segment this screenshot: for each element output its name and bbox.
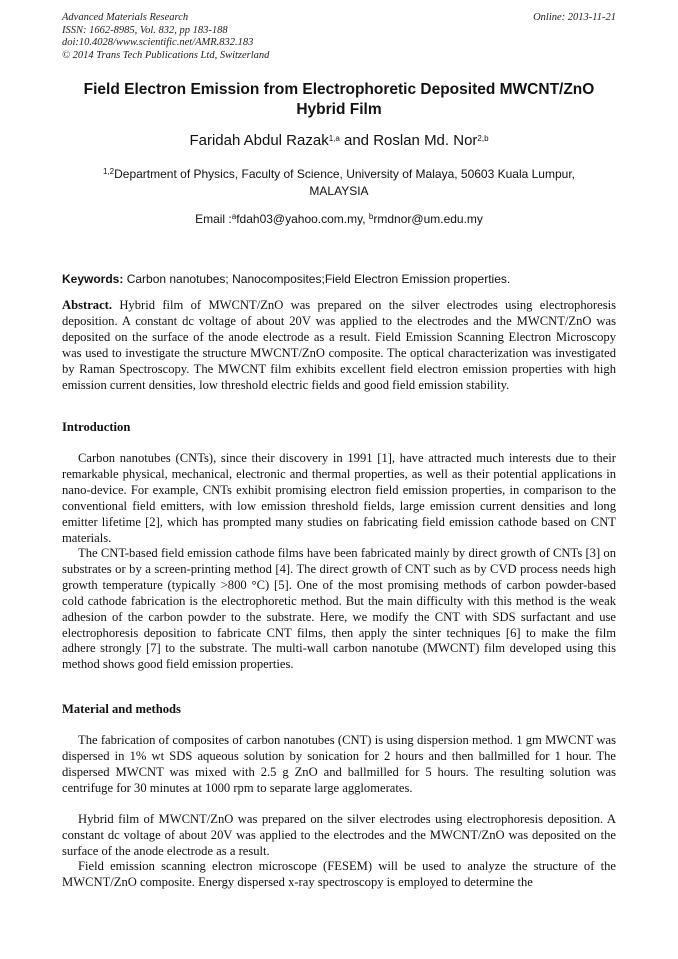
copyright-line: © 2014 Trans Tech Publications Ltd, Switzerland <box>62 49 270 61</box>
abstract <box>62 298 616 393</box>
email-b[interactable]: rmdnor@um.edu.my <box>373 212 483 226</box>
issn-line: ISSN: 1662-8985, Vol. 832, pp 183-188 <box>62 24 228 36</box>
methods-heading: Material and methods <box>62 702 181 716</box>
introduction-heading: Introduction <box>62 420 131 434</box>
author-conjunction: and <box>339 132 374 149</box>
email-a[interactable]: fdah03@yahoo.com.my, <box>236 212 369 226</box>
author-2: Roslan Md. Nor <box>373 132 478 149</box>
doi-line: doi:10.4028/www.scientific.net/AMR.832.183 <box>62 37 254 48</box>
email-a-superscript: a <box>231 212 237 221</box>
journal-name: Advanced Materials Research <box>62 12 189 23</box>
keywords-label: Keywords: <box>62 272 124 286</box>
paper-title: Field Electron Emission from Electrophoretic Deposited MWCNT/ZnO Hybrid Film <box>83 81 595 118</box>
author-1: Faridah Abdul Razak <box>189 132 329 149</box>
author-1-superscript: 1,a <box>328 134 340 143</box>
email-label: Email : <box>195 212 232 226</box>
introduction-paragraph-2: The CNT-based field emission cathode films have been fabricated mainly by direct growth of CNTs [3] on substrates or by a screen-printing method [4]. The direct growth of CNT such as by CVD process needs high growth temperature (typically >800 °C) [5]. One of the most promising methods of carbon powder-based cold cathode fabrication is the electrophoretic method. But the main difficulty with this method is the weak adhesion of the carbon powder to the substrate. Here, we modify the CNT with SDS surfactant and use electrophoresis deposition to fabricate CNT films, then apply the sinter techniques [6] to make the film adhere strongly [7] to the substrate. The multi-wall carbon nanotube (MWCNT) film developed using this method shows good field emission properties. <box>62 546 616 672</box>
journal-header <box>62 12 616 62</box>
author-line <box>62 131 616 151</box>
email-b-superscript: b <box>368 212 374 221</box>
online-date: Online: 2013-11-21 <box>533 12 616 23</box>
abstract-text: Hybrid film of MWCNT/ZnO was prepared on the silver electrodes using electrophoresis deposition. A constant dc voltage of about 20V was applied to the electrodes and the MWCNT/ZnO was deposited on the surface of the anode electrode as a result. Field Emission Scanning Electron Microscopy was used to investigate the structure MWCNT/ZnO composite. The optical characterization was investigated by Raman Spectroscopy. The MWCNT film exhibits excellent field electron emission properties with high emission current densities, low threshold electric fields and good field emission stability. <box>62 298 616 392</box>
keywords <box>62 271 616 288</box>
methods-paragraph-2: Hybrid film of MWCNT/ZnO was prepared on the silver electrodes using electrophoresis deposition. A constant dc voltage of about 20V was applied to the electrodes and the MWCNT/ZnO was deposited on the surface of the anode electrode as a result. <box>62 812 616 858</box>
affiliation-text: Department of Physics, Faculty of Science, University of Malaya, 50603 Kuala Lumpur, MALAYSIA <box>114 167 575 198</box>
affiliation <box>82 166 596 200</box>
abstract-label: Abstract. <box>62 298 113 312</box>
affiliation-superscript: 1,2 <box>102 167 115 176</box>
methods-paragraph-1: The fabrication of composites of carbon nanotubes (CNT) is using dispersion method. 1 gm MWCNT was dispersed in 1% wt SDS aqueous solution by sonication for 2 hours and then ballmilled for 1 hour. The dispersed MWCNT was mixed with 2.5 g ZnO and ballmilled for 5 hours. The resulting solution was centrifuge for 30 minutes at 1000 rpm to separate large agglomerates. <box>62 733 616 795</box>
author-2-superscript: 2,b <box>477 134 489 143</box>
keywords-text: Carbon nanotubes; Nanocomposites;Field Electron Emission properties. <box>123 272 511 286</box>
methods-paragraph-3: Field emission scanning electron microscope (FESEM) will be used to analyze the structure of the MWCNT/ZnO composite. Energy dispersed x-ray spectroscopy is employed to determine the <box>62 859 616 889</box>
email-line <box>62 211 616 228</box>
introduction-paragraph-1: Carbon nanotubes (CNTs), since their discovery in 1991 [1], have attracted much interests due to their remarkable physical, mechanical, electronic and thermal properties, as well as their potential applications in nano-device. For example, CNTs exhibit promising electron field emission properties, in comparison to the conventional field emitters, with low emission threshold fields, large emission current densities and long emitter lifetime [2], which has prompted many studies on fabricating field emission cathode based on CNT materials. <box>62 451 616 545</box>
